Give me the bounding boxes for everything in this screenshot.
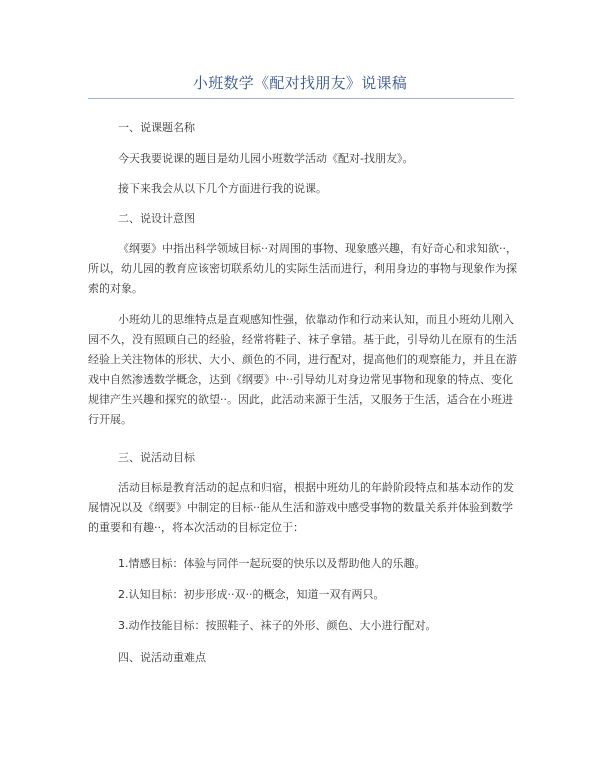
paragraph-line: 园不久，没有照顾自己的经验，经常将鞋子、袜子拿错。基于此，引导幼儿在原有的生活 (88, 333, 517, 346)
paragraph-line: 所以，幼儿园的教育应该密切联系幼儿的实际生活而进行，利用身边的事物与现象作为探 (88, 262, 517, 275)
paragraph-line: 的重要和有趣··，将本次活动的目标定位于： (88, 521, 304, 534)
section-heading-4: 四、说活动重难点 (118, 651, 206, 664)
paragraph-line: 小班幼儿的思维特点是直观感知性强，依靠动作和行动来认知，而且小班幼儿刚入 (118, 313, 514, 326)
section-heading-3: 三、说活动目标 (118, 451, 195, 464)
paragraph-line: 展情况以及《纲要》中制定的目标··能从生活和游戏中感受事物的数量关系并体验到数学 (88, 501, 513, 514)
section-heading-1: 一、说课题名称 (118, 121, 195, 134)
goal-item-motor-skill: 3.动作技能目标：按照鞋子、袜子的外形、颜色、大小进行配对。 (118, 619, 437, 632)
paragraph-line: 活动目标是教育活动的起点和归宿，根据中班幼儿的年龄阶段特点和基本动作的发 (118, 481, 514, 494)
paragraph-line: 《纲要》中指出科学领域目标··对周围的事物、现象感兴趣，有好奇心和求知欲··， (118, 242, 517, 255)
section-heading-2: 二、说设计意图 (118, 212, 195, 225)
document-title: 小班数学《配对找朋友》说课稿 (192, 74, 408, 92)
paragraph-intro: 接下来我会从以下几个方面进行我的说课。 (118, 182, 327, 195)
paragraph-topic: 今天我要说课的题目是幼儿园小班数学活动《配对-找朋友》。 (118, 152, 414, 165)
paragraph-line: 行开展。 (88, 413, 132, 426)
paragraph-line: 戏中自然渗透数学概念，达到《纲要》中··引导幼儿对身边常见事物和现象的特点、变化 (88, 373, 513, 386)
goal-item-emotion: 1.情感目标：体验与同伴一起玩耍的快乐以及帮助他人的乐趣。 (118, 557, 426, 570)
title-divider (88, 98, 514, 99)
paragraph-line: 索的对象。 (88, 282, 143, 295)
goal-item-cognition: 2.认知目标：初步形成··双··的概念，知道一双有两只。 (118, 588, 385, 601)
paragraph-line: 规律产生兴趣和探究的欲望··。因此，此活动来源于生活，又服务于生活，适合在小班进 (88, 393, 513, 406)
paragraph-line: 经验上关注物体的形状、大小、颜色的不同，进行配对，提高他们的观察能力，并且在游 (88, 353, 517, 366)
